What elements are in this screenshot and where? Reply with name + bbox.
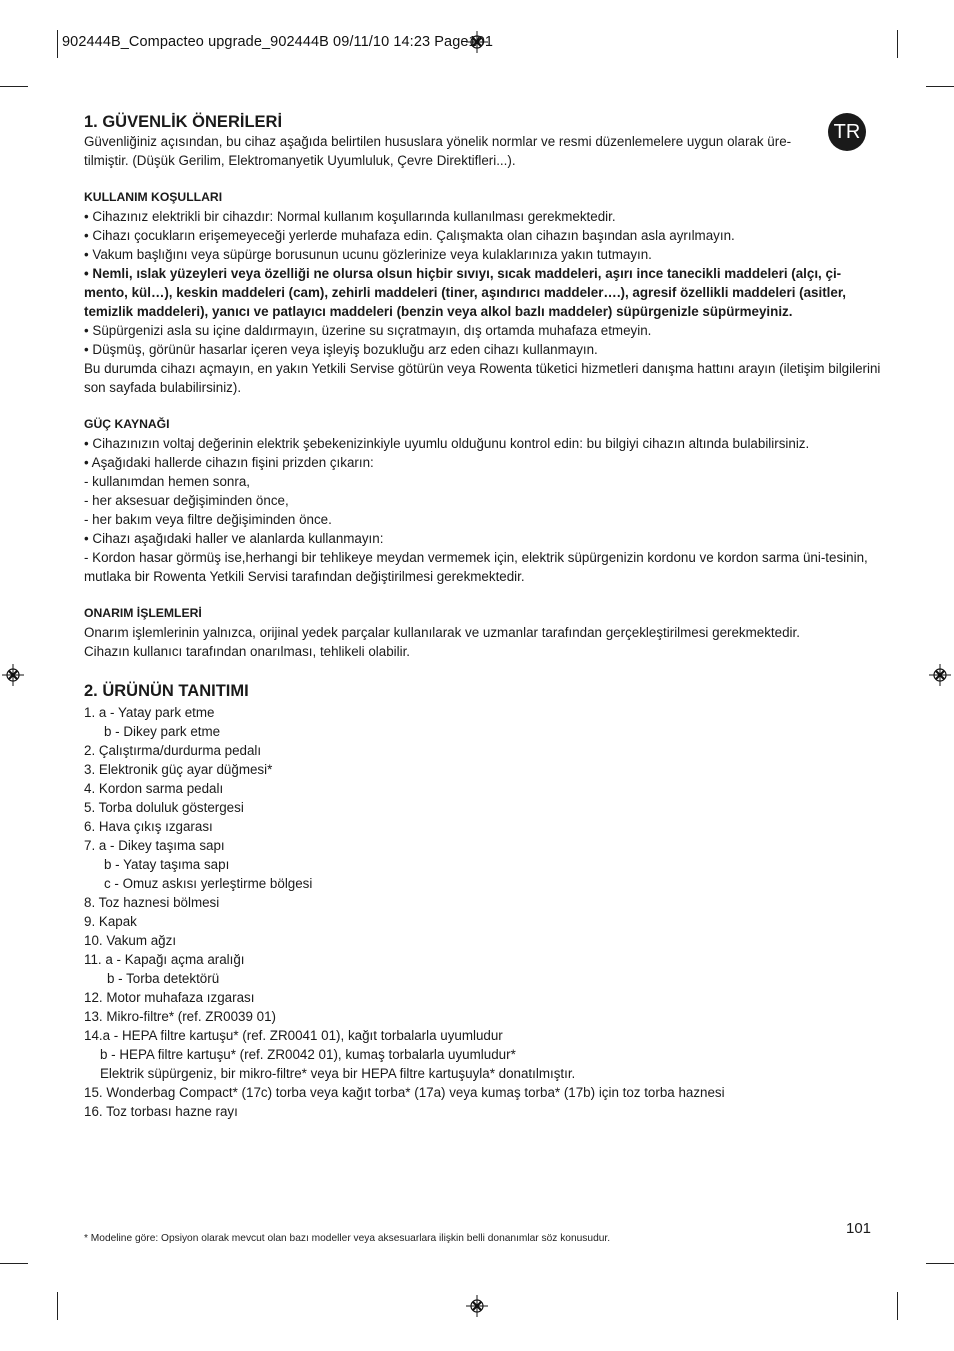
print-slug-header: 902444B_Compacteo upgrade_902444B 09/11/10 14:23 Page101: [62, 34, 494, 50]
section-title-product: 2. ÜRÜNÜN TANITIMI: [84, 682, 249, 700]
list-item: 3. Elektronik güç ayar düğmesi*: [84, 762, 273, 777]
crop-mark: [926, 86, 954, 87]
crop-mark: [926, 1263, 954, 1264]
list-item: c - Omuz askısı yerleştirme bölgesi: [104, 876, 313, 891]
list-item: 7. a - Dikey taşıma sapı: [84, 838, 225, 853]
usage-line: • Cihazı çocukların erişemeyeceği yerlerde muhafaza edin. Çalışmakta olan cihazın başından asla ayrılmayın.: [84, 228, 735, 243]
usage-line: • Süpürgenizi asla su içine daldırmayın, üzerine su sıçratmayın, dış ortamda muhafaza etmeyin.: [84, 323, 652, 338]
crop-mark: [0, 86, 28, 87]
repair-line: Cihazın kullanıcı tarafından onarılması, tehlikeli olabilir.: [84, 644, 411, 659]
list-item: 9. Kapak: [84, 914, 137, 929]
list-item: 4. Kordon sarma pedalı: [84, 781, 224, 796]
list-item: 13. Mikro-filtre* (ref. ZR0039 01): [84, 1009, 276, 1024]
language-badge: TR: [828, 113, 866, 151]
power-line: • Cihazı aşağıdaki haller ve alanlarda kullanmayın:: [84, 531, 384, 546]
safety-intro: Güvenliğiniz açısından, bu cihaz aşağıda belirtilen hususlara yönelik normlar ve resmi düzenlemelere uygun olarak üre-tilmiştir. (Düşük Gerilim, Elektromanyetik Uyumluluk, Çevre Direktifleri...).: [84, 134, 792, 168]
page-number: 101: [846, 1220, 872, 1237]
list-item: 1. a - Yatay park etme: [84, 705, 215, 720]
list-item: 2. Çalıştırma/durdurma pedalı: [84, 743, 262, 758]
repair-heading: ONARIM İŞLEMLERİ: [84, 606, 202, 620]
parts-list: [84, 703, 884, 1121]
list-item: 5. Torba doluluk göstergesi: [84, 800, 244, 815]
power-line: • Aşağıdaki hallerde cihazın fişini prizden çıkarın:: [84, 455, 374, 470]
list-item: b - Dikey park etme: [104, 724, 221, 739]
list-item: 15. Wonderbag Compact* (17c) torba veya kağıt torba* (17a) veya kumaş torba* (17b) için toz torba haznesi: [84, 1085, 725, 1100]
power-line: - her aksesuar değişiminden önce,: [84, 493, 289, 508]
crop-mark: [897, 1292, 898, 1320]
usage-line: • Düşmüş, görünür hasarlar içeren veya işleyiş bozukluğu arz eden cihazı kullanmayın.: [84, 342, 598, 357]
power-line: • Cihazınızın voltaj değerinin elektrik şebekenizinkiyle uyumlu olduğunu kontrol edin: bu bilgiyi cihazın altında bulabilirsiniz.: [84, 436, 810, 451]
usage-line: • Cihazınız elektrikli bir cihazdır: Normal kullanım koşullarında kullanılması gerekmektedir.: [84, 209, 616, 224]
power-line: - kullanımdan hemen sonra,: [84, 474, 250, 489]
registration-mark-icon: [2, 664, 24, 686]
power-line: - her bakım veya filtre değişiminden önce.: [84, 512, 332, 527]
section-title-safety: 1. GÜVENLİK ÖNERİLERİ: [84, 113, 283, 131]
power-line: - Kordon hasar görmüş ise,herhangi bir tehlikeye meydan vermemek için, elektrik süpürgenizin kordonu ve kordon sarma üni-tesinin, mutlaka bir Rowenta Yetkili Servisi tarafından değiştirilmesi gerekmektedir.: [84, 550, 868, 584]
usage-warning-bold: • Nemli, ıslak yüzeyleri veya özelliği ne olursa olsun hiçbir sıvıyı, sıcak maddeleri, aşırı ince tanecikli maddeleri (alçı, çi-mento, kül…), keskin maddeleri (cam), zehirli maddeleri (tiner, aşındırıcı maddeler….), agresif özellikli maddeleri (asitler, temizlik maddeleri), yanıcı ve patlayıcı maddeleri (benzin veya alkol bazlı maddeler) süpürgenizle süpürmeyiniz.: [84, 266, 847, 319]
usage-heading: KULLANIM KOŞULLARI: [84, 190, 223, 204]
list-item: Elektrik süpürgeniz, bir mikro-filtre* veya bir HEPA filtre kartuşuyla* donatılmıştır.: [100, 1066, 576, 1081]
registration-mark-icon: [466, 1295, 488, 1317]
list-item: 6. Hava çıkış ızgarası: [84, 819, 213, 834]
footnote: * Modeline göre: Opsiyon olarak mevcut olan bazı modeller veya aksesuarlara ilişkin belli donanımlar söz konusudur.: [84, 1233, 611, 1244]
crop-mark: [57, 30, 58, 58]
list-item: 8. Toz haznesi bölmesi: [84, 895, 220, 910]
list-item: b - Torba detektörü: [107, 971, 220, 986]
power-heading: GÜÇ KAYNAĞI: [84, 417, 170, 431]
document-body: [84, 112, 884, 1121]
crop-mark: [0, 1263, 28, 1264]
list-item: 16. Toz torbası hazne rayı: [84, 1104, 238, 1119]
registration-mark-icon: [929, 664, 951, 686]
crop-mark: [57, 1292, 58, 1320]
list-item: b - HEPA filtre kartuşu* (ref. ZR0042 01), kumaş torbalarla uyumludur*: [100, 1047, 516, 1062]
list-item: 11. a - Kapağı açma aralığı: [84, 952, 245, 967]
list-item: b - Yatay taşıma sapı: [104, 857, 230, 872]
list-item: 14.a - HEPA filtre kartuşu* (ref. ZR0041 01), kağıt torbalarla uyumludur: [84, 1028, 503, 1043]
repair-line: Onarım işlemlerinin yalnızca, orijinal yedek parçalar kullanılarak ve uzmanlar tarafından gerçekleştirilmesi gerekmektedir.: [84, 625, 800, 640]
list-item: 10. Vakum ağzı: [84, 933, 177, 948]
usage-line: • Vakum başlığını veya süpürge borusunun ucunu gözlerinize veya kulaklarınıza yakın tutmayın.: [84, 247, 652, 262]
usage-line: Bu durumda cihazı açmayın, en yakın Yetkili Servise götürün veya Rowenta tüketici hizmetleri danışma hattını arayın (iletişim bilgilerini son sayfada bulabilirsiniz).: [84, 361, 881, 395]
crop-mark: [897, 30, 898, 58]
list-item: 12. Motor muhafaza ızgarası: [84, 990, 255, 1005]
